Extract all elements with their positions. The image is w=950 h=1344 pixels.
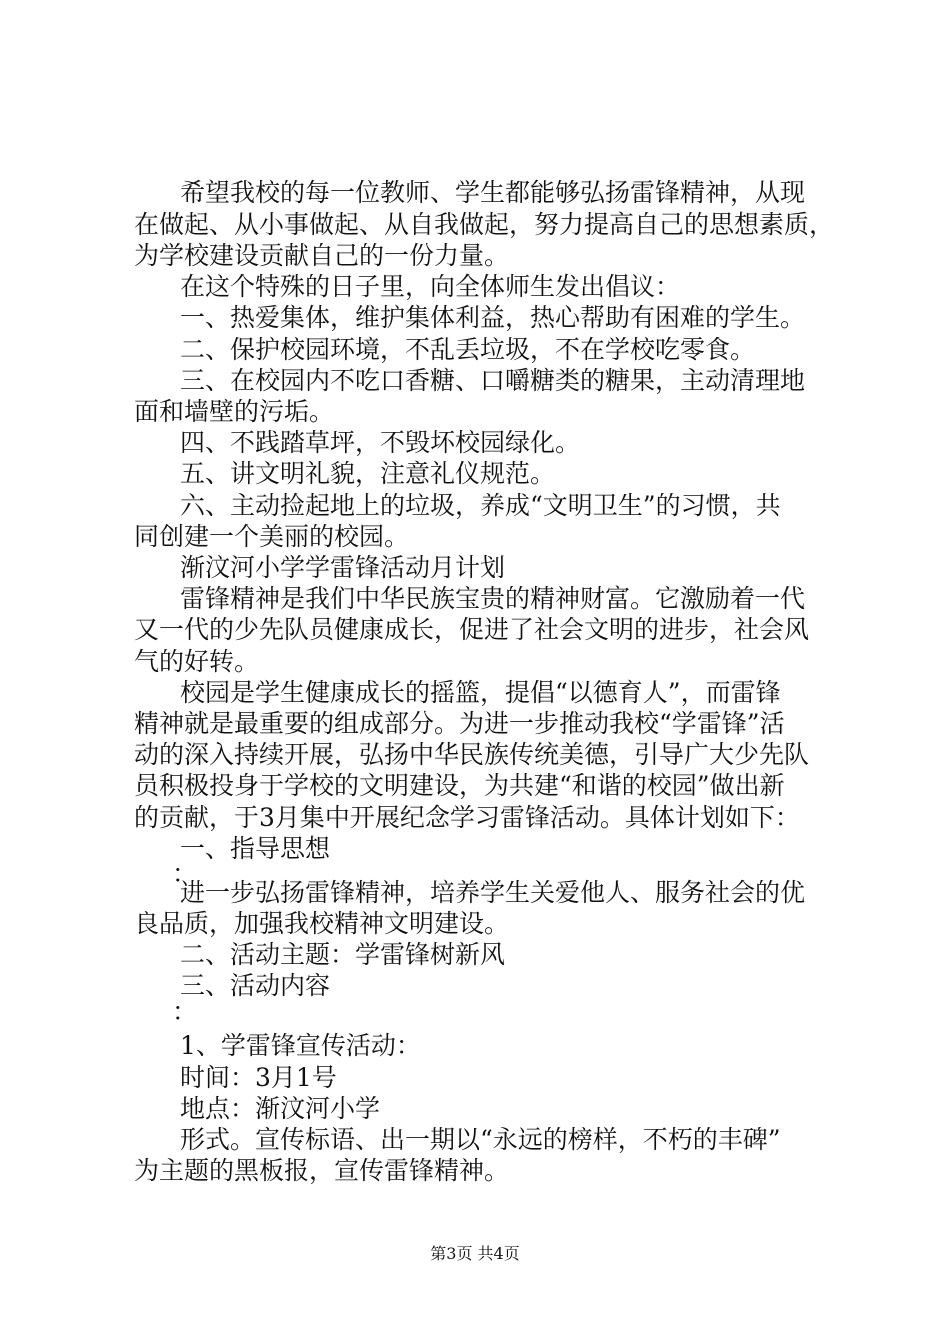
paragraph-line: 精神就是最重要的组成部分。为进一步推动我校“学雷锋”活 xyxy=(134,709,785,738)
paragraph-line: 地点：渐汶河小学 xyxy=(180,1094,381,1123)
section-heading: 三、活动内容 xyxy=(180,971,331,1000)
paragraph-line: 进一步弘扬雷锋精神，培养学生关爱他人、服务社会的优 xyxy=(180,878,806,907)
paragraph-line: ： xyxy=(172,997,198,1026)
section-heading: 一、指导思想 xyxy=(180,834,331,863)
paragraph-line: 时间：3月1号 xyxy=(180,1063,337,1092)
paragraph-line: 动的深入持续开展，弘扬中华民族传统美德，引导广大少先队 xyxy=(134,740,810,769)
paragraph-line: 为学校建设贡献自己的一份力量。 xyxy=(134,241,510,270)
paragraph-line: 一、热爱集体，维护集体利益，热心帮助有困难的学生。 xyxy=(180,303,806,332)
paragraph-line: 形式。宣传标语、出一期以“永远的榜样，不朽的丰碑” xyxy=(180,1125,781,1154)
paragraph-line: 在做起、从小事做起、从自我做起，努力提高自己的思想素质， xyxy=(134,210,835,239)
paragraph-line: 三、在校园内不吃口香糖、口嚼糖类的糖果，主动清理地 xyxy=(180,366,806,395)
paragraph-line: 校园是学生健康成长的摇篮，提倡“以德育人”，而雷锋 xyxy=(180,678,781,707)
paragraph-line: 良品质，加强我校精神文明建设。 xyxy=(134,909,510,938)
paragraph-line: 二、保护校园环境，不乱丢垃圾，不在学校吃零食。 xyxy=(180,335,756,364)
paragraph-line: 员积极投身于学校的文明建设，为共建“和谐的校园”做出新 xyxy=(134,771,785,800)
paragraph-line: 面和墙壁的污垢。 xyxy=(134,397,335,426)
paragraph-line: 的贡献，于3月集中开展纪念学习雷锋活动。具体计划如下： xyxy=(134,803,800,832)
paragraph-line: 雷锋精神是我们中华民族宝贵的精神财富。它激励着一代 xyxy=(180,584,806,613)
paragraph-line: 希望我校的每一位教师、学生都能够弘扬雷锋精神，从现 xyxy=(180,178,806,207)
paragraph-line: 又一代的少先队员健康成长，促进了社会文明的进步，社会风 xyxy=(134,615,810,644)
paragraph-line: 在这个特殊的日子里，向全体师生发出倡议： xyxy=(180,272,681,301)
paragraph-line: 为主题的黑板报，宣传雷锋精神。 xyxy=(134,1156,510,1185)
section-heading: 二、活动主题：学雷锋树新风 xyxy=(180,940,506,969)
page-number-footer: 第3页 共4页 xyxy=(430,1244,520,1263)
paragraph-line: 五、讲文明礼貌，注意礼仪规范。 xyxy=(180,459,556,488)
paragraph-line: 气的好转。 xyxy=(134,647,260,676)
section-title: 渐汶河小学学雷锋活动月计划 xyxy=(180,553,506,582)
paragraph-line: 1、学雷锋宣传活动： xyxy=(180,1031,421,1060)
paragraph-line: ： xyxy=(172,859,198,888)
paragraph-line: 同创建一个美丽的校园。 xyxy=(134,522,410,551)
paragraph-line: 六、主动捡起地上的垃圾，养成“文明卫生”的习惯，共 xyxy=(180,491,781,520)
paragraph-line: 四、不践踏草坪，不毁坏校园绿化。 xyxy=(180,428,581,457)
